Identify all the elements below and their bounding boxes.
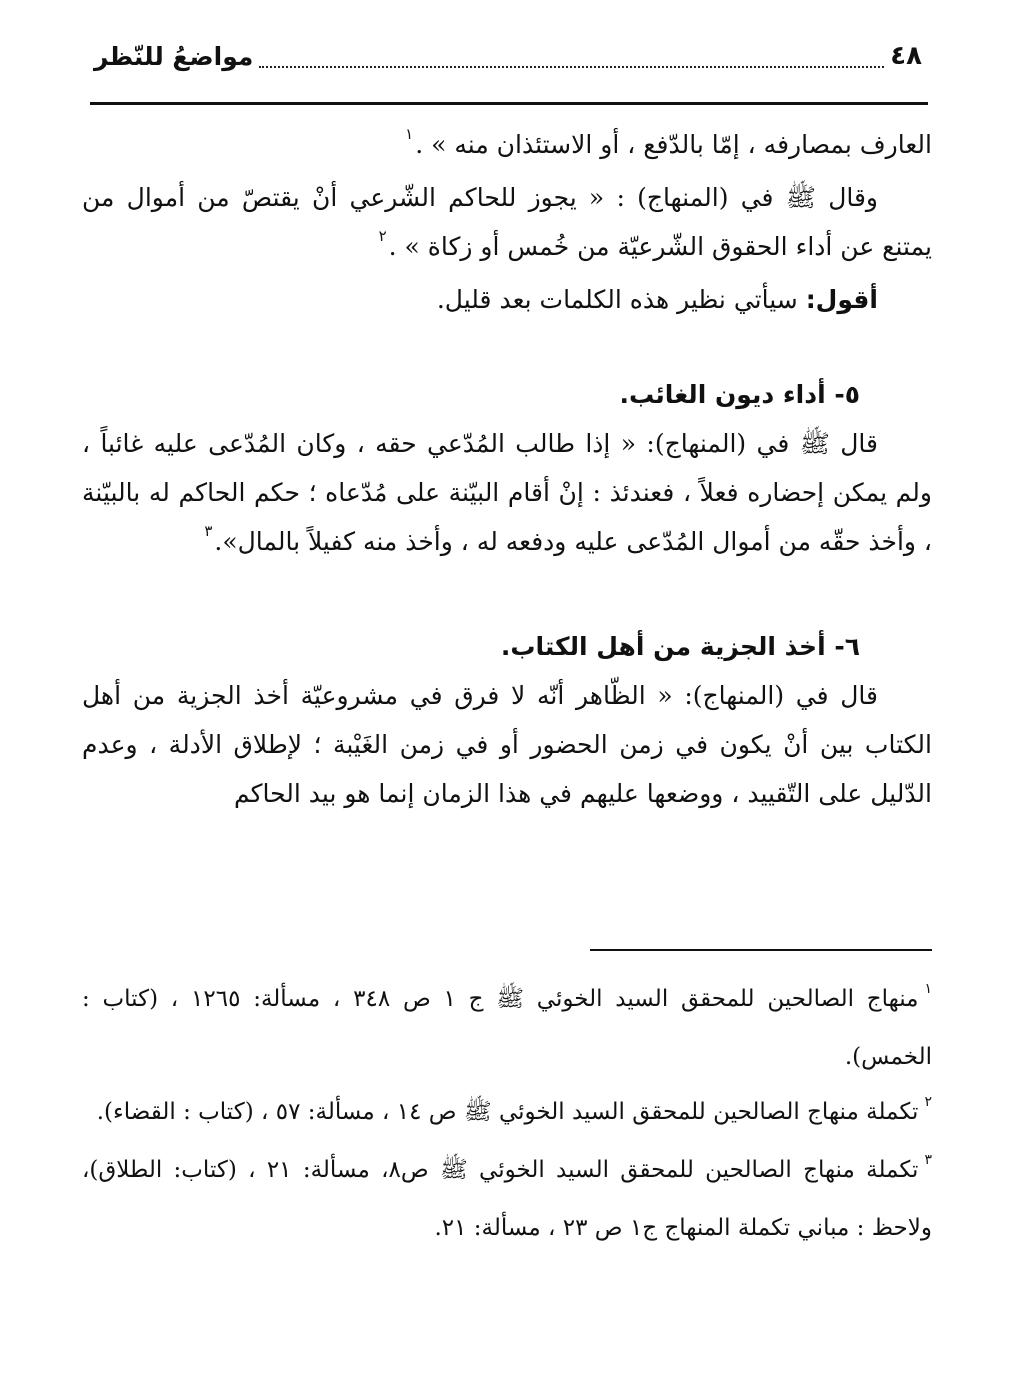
footnote-3-number: ٣ (924, 1152, 932, 1168)
header-dotted-leader (259, 44, 884, 68)
footnote-ref-1: ١ (405, 125, 414, 143)
paragraph-5 (82, 671, 932, 818)
heading-section-5: ٥- أداء ديون الغائب. (619, 380, 860, 409)
paragraph-3 (82, 275, 932, 324)
main-body (82, 120, 932, 818)
paragraph-5-text: قال في (المنهاج): « الظّاهر أنّه لا فرق في مشروعيّة أخذ الجزية من أهل الكتاب بين أنْ يكون في زمن الحضور أو في زمن الغَيْبة ؛ لإطلاق الأدلة ، وعدم الدّليل على التّقييد ، ووضعها عليهم في هذا الزمان إنما هو بيد الحاكم (82, 681, 932, 808)
paragraph-1-text: العارف بمصارفه ، إمّا بالدّفع ، أو الاستئذان منه » . (415, 130, 932, 159)
footnote-2 (82, 1085, 932, 1143)
paragraph-4 (82, 419, 932, 570)
page-number: ٤٨ (890, 41, 922, 71)
footnote-separator (590, 949, 932, 951)
footnote-1 (82, 972, 932, 1085)
paragraph-2 (82, 173, 932, 275)
paragraph-1 (82, 120, 932, 173)
footnotes (82, 972, 932, 1256)
paragraph-3-text: سيأتي نظير هذه الكلمات بعد قليل. (436, 285, 798, 314)
page-header (90, 30, 928, 82)
footnote-2-text: تكملة منهاج الصالحين للمحقق السيد الخوئي ﷺ ص ١٤ ، مسألة: ٥٧ ، (كتاب : القضاء). (96, 1099, 919, 1125)
paragraph-2-text: وقال ﷺ في (المنهاج) : « يجوز للحاكم الشّرعي أنْ يقتصّ من أموال من يمتنع عن أداء الحقوق الشّرعيّة من خُمس أو زكاة » . (82, 183, 932, 261)
footnote-ref-3: ٣ (204, 522, 213, 540)
paragraph-4-text: قال ﷺ في (المنهاج): « إذا طالب المُدّعي حقه ، وكان المُدّعى عليه غائباً ، ولم يمكن إحضاره فعلاً ، فعندئذ : إنْ أقام البيّنة على مُدّعاه ؛ حكم الحاكم له بالبيّنة ، وأخذ حقّه من أموال المُدّعى عليه ودفعه له ، وأخذ منه كفيلاً بالمال». (82, 429, 932, 556)
footnote-1-number: ١ (924, 981, 932, 997)
heading-section-6: ٦- أخذ الجزية من أهل الكتاب. (500, 632, 860, 661)
footnote-2-number: ٢ (924, 1094, 932, 1110)
header-rule (90, 102, 928, 105)
section-spacer (82, 570, 932, 622)
footnote-ref-2: ٢ (378, 227, 387, 245)
footnote-3 (82, 1143, 932, 1256)
footnote-1-text: منهاج الصالحين للمحقق السيد الخوئي ﷺ ج ١ ص ٣٤٨ ، مسألة: ١٢٦٥ ، (كتاب : الخمس). (82, 986, 932, 1070)
section-spacer (82, 324, 932, 370)
running-title: مواضعُ للنّظر (94, 41, 254, 71)
footnote-3-text: تكملة منهاج الصالحين للمحقق السيد الخوئي ﷺ ص٨، مسألة: ٢١ ، (كتاب: الطلاق)، ولاحظ : مباني تكملة المنهاج ج١ ص ٢٣ ، مسألة: ٢١. (82, 1157, 932, 1241)
aqul-label: أقول: (805, 285, 878, 314)
